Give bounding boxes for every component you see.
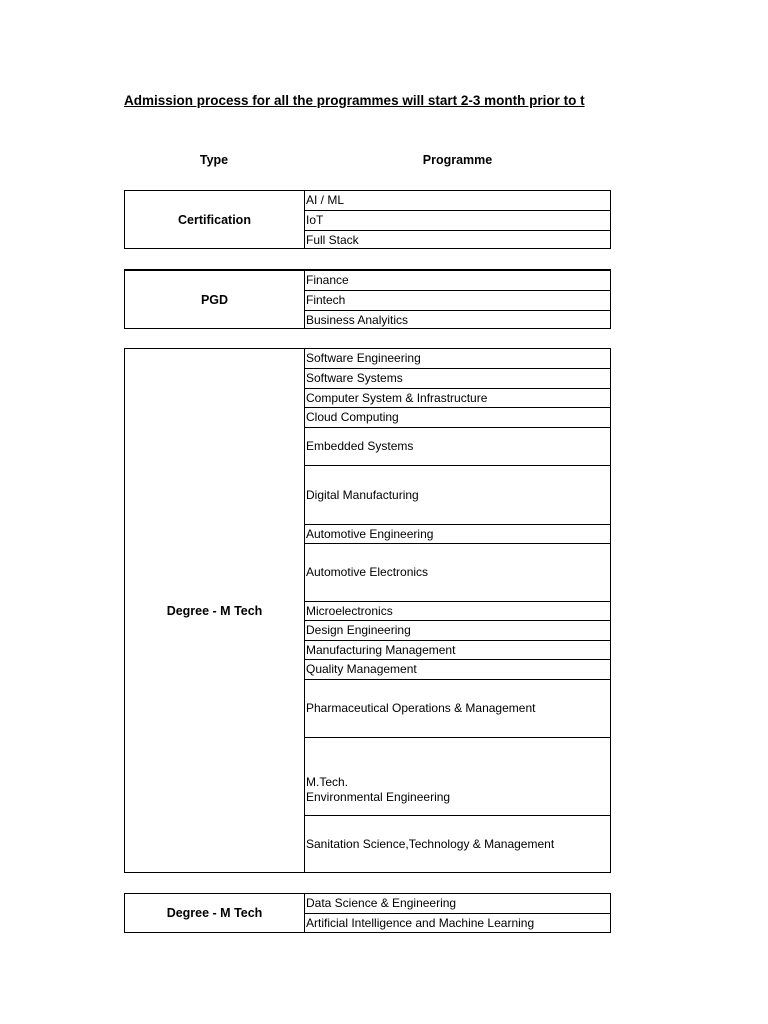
programme-column-header: Programme [422, 153, 493, 167]
programme-cell: Full Stack [305, 230, 610, 249]
programme-cell: Data Science & Engineering [306, 896, 457, 910]
type-cell: Degree - M Tech [124, 893, 304, 933]
programme-list [304, 893, 611, 933]
programme-cell: Digital Manufacturing [305, 465, 610, 524]
type-cell: Degree - M Tech [124, 348, 304, 873]
programme-cell: Microelectronics [305, 601, 610, 620]
programme-cell: Manufacturing Management [305, 640, 610, 659]
type-cell: PGD [124, 269, 304, 329]
programme-cell: Business Analyitics [305, 310, 610, 329]
programme-cell: Automotive Electronics [305, 543, 610, 601]
programme-cell: Cloud Computing [305, 407, 610, 427]
programme-list [304, 190, 611, 249]
programme-cell: Pharmaceutical Operations & Management [305, 679, 610, 737]
type-cell: Certification [124, 190, 304, 249]
programme-cell: Software Systems [305, 368, 610, 388]
programme-group-pgd [124, 269, 611, 329]
programme-cell: AI / ML [306, 193, 345, 207]
programme-cell: Embedded Systems [305, 427, 610, 465]
programme-cell: Fintech [305, 290, 610, 310]
type-column-header: Type [199, 153, 229, 167]
programme-group-certification [124, 190, 611, 249]
programme-cell: Automotive Engineering [305, 524, 610, 543]
programme-cell: Computer System & Infrastructure [305, 388, 610, 407]
programme-cell: IoT [305, 210, 610, 230]
programme-cell: Software Engineering [306, 351, 421, 365]
programme-group-degree-mtech-2 [124, 893, 611, 933]
programme-cell: M.Tech. Environmental Engineering [305, 737, 610, 815]
programme-list [304, 269, 611, 329]
document-title: Admission process for all the programmes will start 2-3 month prior to t [124, 93, 585, 108]
programme-group-degree-mtech [124, 348, 611, 873]
programme-cell: Artificial Intelligence and Machine Learning [305, 913, 610, 932]
programme-cell: Quality Management [305, 659, 610, 679]
programme-cell: Finance [306, 273, 349, 287]
programme-cell: Sanitation Science,Technology & Management [305, 815, 610, 872]
programme-list [304, 348, 611, 873]
programme-cell: Design Engineering [305, 620, 610, 640]
